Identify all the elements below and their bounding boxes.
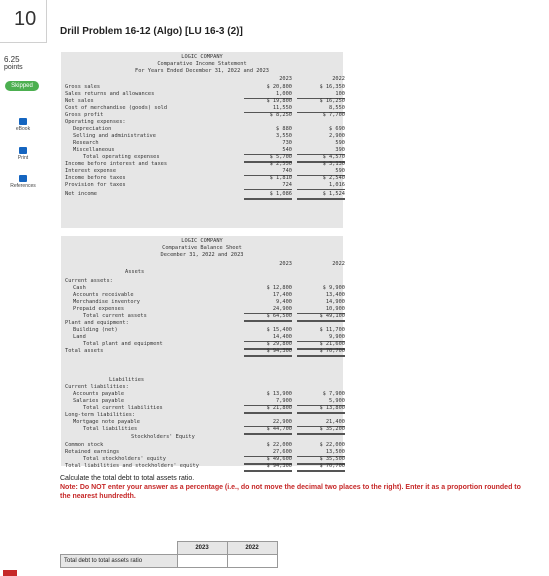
balance-row-label: Retained earnings xyxy=(65,449,120,455)
balance-row-label: Prepaid expenses xyxy=(73,306,125,312)
references-link[interactable] xyxy=(2,175,44,189)
answer-col-2023: 2023 xyxy=(177,542,227,555)
balance-row-value-2023: $ 22,000 xyxy=(266,442,292,448)
balance-row-value-2022: 13,500 xyxy=(297,449,345,457)
balance-period: December 31, 2022 and 2023 xyxy=(160,252,244,258)
balance-row-value-2023: $ 44,700 xyxy=(244,426,292,435)
balance-row-value-2022: $ 49,100 xyxy=(297,313,345,322)
balance-row-value-2023: $ 15,400 xyxy=(266,327,292,333)
income-row-label: Total operating expenses xyxy=(83,154,160,160)
income-row-value-2022: $ 7,700 xyxy=(322,112,345,118)
balance-row-label: Common stock xyxy=(65,442,104,448)
balance-col-2022: 2022 xyxy=(332,261,345,267)
balance-row-label: Mortgage note payable xyxy=(73,419,140,425)
income-row xyxy=(61,140,343,147)
balance-row-value-2023: $ 94,300 xyxy=(244,463,292,472)
balance-row-value-2023: $ 13,900 xyxy=(266,391,292,397)
balance-row-label: Total liabilities and stockholders' equity xyxy=(65,463,199,469)
balance-row-value-2022: $ 21,600 xyxy=(297,341,345,350)
income-row xyxy=(61,147,343,154)
income-row-label: Income before interest and taxes xyxy=(65,161,168,167)
income-row xyxy=(61,175,343,182)
income-row-value-2022: 2,900 xyxy=(329,133,345,139)
income-row-value-2022: $ 16,350 xyxy=(319,84,345,90)
income-row-label: Gross sales xyxy=(65,84,101,90)
balance-row xyxy=(61,398,343,405)
income-row-value-2023: 1,000 xyxy=(244,91,292,99)
income-row xyxy=(61,98,343,105)
income-row xyxy=(61,168,343,175)
balance-row xyxy=(61,341,343,348)
income-row-label: Provision for taxes xyxy=(65,182,126,188)
references-icon xyxy=(19,175,27,182)
balance-row-value-2022: $ 35,200 xyxy=(297,426,345,435)
income-row-value-2023: $ 1,086 xyxy=(244,191,292,200)
balance-row xyxy=(61,377,343,384)
income-row xyxy=(61,154,343,161)
income-row-value-2023: $ 20,800 xyxy=(266,84,292,90)
balance-row-label: Plant and equipment: xyxy=(65,320,129,326)
income-row xyxy=(61,91,343,98)
balance-row-label: Accounts receivable xyxy=(73,292,134,298)
balance-row xyxy=(61,292,343,299)
balance-row-value-2022: $ 70,700 xyxy=(297,463,345,472)
points-label: points xyxy=(4,64,23,71)
balance-row-label: Current assets: xyxy=(65,278,113,284)
balance-row xyxy=(61,449,343,456)
income-statement-title: Comparative Income Statement xyxy=(157,61,247,67)
balance-row xyxy=(61,285,343,292)
balance-row-value-2023: 7,900 xyxy=(244,398,292,406)
balance-row xyxy=(61,384,343,391)
income-row xyxy=(61,112,343,119)
income-row-value-2022: $ 4,570 xyxy=(297,154,345,163)
income-row-value-2023: $ 19,800 xyxy=(266,98,292,104)
balance-row-value-2022: $ 9,900 xyxy=(322,285,345,291)
points-value: 6.25 xyxy=(4,55,20,64)
balance-row-label: Total liabilities xyxy=(83,426,138,432)
balance-row xyxy=(61,313,343,320)
income-row-value-2022: $ 3,130 xyxy=(322,161,345,167)
income-row-value-2022: 390 xyxy=(297,147,345,155)
balance-row-value-2022: 14,900 xyxy=(325,299,345,305)
balance-row xyxy=(61,456,343,463)
balance-row xyxy=(61,405,343,412)
answer-col-2022: 2022 xyxy=(227,542,277,555)
income-col-2022: 2022 xyxy=(332,76,345,82)
income-row-label: Selling and administrative xyxy=(73,133,156,139)
income-company: LOGIC COMPANY xyxy=(181,54,223,60)
balance-row-label: Total current assets xyxy=(83,313,147,319)
balance-row xyxy=(61,391,343,398)
balance-row-value-2022: 9,900 xyxy=(297,334,345,342)
balance-row xyxy=(61,426,343,433)
income-row-value-2022: $ 1,524 xyxy=(297,191,345,200)
status-badge: Skipped xyxy=(5,81,39,91)
income-row-value-2023: 11,550 xyxy=(244,105,292,113)
balance-row-value-2023: 22,900 xyxy=(244,419,292,427)
income-row-value-2023: $ 1,810 xyxy=(269,175,292,181)
balance-row-label: Cash xyxy=(73,285,86,291)
income-row-value-2022: 100 xyxy=(297,91,345,99)
page-title: Drill Problem 16-12 (Algo) [LU 16-3 (2)] xyxy=(60,26,243,37)
income-row-label: Sales returns and allowances xyxy=(65,91,155,97)
balance-row-value-2022: $ 70,700 xyxy=(297,348,345,357)
balance-row-value-2023: $ 29,800 xyxy=(244,341,292,350)
points-info xyxy=(4,56,23,72)
balance-row xyxy=(61,442,343,449)
income-row-label: Gross profit xyxy=(65,112,104,118)
income-row-value-2023: 740 xyxy=(244,168,292,176)
balance-row-value-2023: 27,600 xyxy=(244,449,292,457)
balance-row-value-2022: $ 13,800 xyxy=(297,405,345,414)
balance-row-label: Total stockholders' equity xyxy=(83,456,166,462)
income-row-value-2022: 590 xyxy=(335,140,345,146)
balance-row-label: Land xyxy=(73,334,86,340)
balance-row xyxy=(61,434,343,441)
balance-row xyxy=(61,419,343,426)
print-link[interactable] xyxy=(2,147,44,161)
balance-row-value-2023: 9,400 xyxy=(276,299,292,305)
income-row xyxy=(61,84,343,91)
print-label: Print xyxy=(17,155,29,161)
balance-row-value-2023: $ 12,800 xyxy=(266,285,292,291)
balance-row xyxy=(61,278,343,285)
balance-row-value-2023: $ 49,600 xyxy=(244,456,292,465)
balance-row-value-2023: 14,400 xyxy=(244,334,292,342)
income-row-label: Depreciation xyxy=(73,126,112,132)
ebook-link[interactable] xyxy=(2,118,44,132)
question-number-box xyxy=(0,0,47,43)
ratio-2023-input[interactable] xyxy=(177,554,227,567)
balance-row-label: Stockholders' Equity xyxy=(131,434,195,440)
print-icon xyxy=(19,147,27,154)
balance-row-value-2023: 17,400 xyxy=(272,292,292,298)
balance-row xyxy=(61,463,343,470)
balance-row-value-2022: $ 22,000 xyxy=(319,442,345,448)
balance-row-label: Assets xyxy=(125,269,145,275)
income-row-value-2023: $ 880 xyxy=(276,126,292,132)
balance-row-label: Building (net) xyxy=(73,327,118,333)
income-row xyxy=(61,119,343,126)
income-row xyxy=(61,191,343,198)
balance-row-label: Total plant and equipment xyxy=(83,341,163,347)
income-row-label: Interest expense xyxy=(65,168,117,174)
references-label: References xyxy=(10,183,36,189)
balance-row xyxy=(61,320,343,327)
balance-row-label: Total current liabilities xyxy=(83,405,163,411)
income-row xyxy=(61,126,343,133)
balance-row-label: Current liabilities: xyxy=(65,384,129,390)
income-statement xyxy=(61,52,343,228)
ebook-icon xyxy=(19,118,27,125)
income-row-label: Net income xyxy=(65,191,97,197)
income-row-value-2022: 590 xyxy=(297,168,345,176)
question-number: 10 xyxy=(14,8,37,30)
instruction-text: Calculate the total debt to total assets ratio. xyxy=(60,475,195,482)
balance-row xyxy=(61,306,343,313)
balance-row-label: Accounts payable xyxy=(73,391,125,397)
income-row-label: Income before taxes xyxy=(65,175,126,181)
answer-header-spacer xyxy=(61,542,178,555)
income-period: For Years Ended December 31, 2022 and 2023 xyxy=(135,68,269,74)
balance-row xyxy=(61,269,343,276)
income-row xyxy=(61,105,343,112)
balance-row-value-2023: $ 21,800 xyxy=(244,405,292,414)
balance-row-label: Total assets xyxy=(65,348,104,354)
income-row xyxy=(61,133,343,140)
income-row-value-2023: 3,550 xyxy=(276,133,292,139)
balance-row-value-2023: $ 64,500 xyxy=(244,313,292,322)
ebook-label: eBook xyxy=(15,126,31,132)
ratio-2022-input[interactable] xyxy=(227,554,277,567)
balance-row-label: Liabilities xyxy=(109,377,145,383)
balance-row xyxy=(61,348,343,355)
income-row-label: Cost of merchandise (goods) sold xyxy=(65,105,168,111)
balance-row-label: Salaries payable xyxy=(73,398,125,404)
balance-row-value-2022: $ 7,900 xyxy=(322,391,345,397)
income-row-label: Operating expenses: xyxy=(65,119,126,125)
balance-row xyxy=(61,412,343,419)
income-row-value-2022: $ 16,250 xyxy=(319,98,345,104)
balance-row-value-2023: 24,900 xyxy=(244,306,292,314)
balance-row-label: Merchandise inventory xyxy=(73,299,140,305)
income-row xyxy=(61,182,343,189)
balance-row-value-2022: $ 11,700 xyxy=(319,327,345,333)
income-row-value-2023: $ 2,550 xyxy=(269,161,292,167)
answer-row-label: Total debt to total assets ratio xyxy=(61,554,178,567)
balance-row-value-2022: 5,900 xyxy=(297,398,345,406)
balance-company: LOGIC COMPANY xyxy=(181,238,223,244)
balance-row-label: Long-term liabilities: xyxy=(65,412,136,418)
income-row-label: Research xyxy=(73,140,99,146)
income-row-value-2023: $ 5,700 xyxy=(244,154,292,163)
balance-row-value-2022: 10,900 xyxy=(297,306,345,314)
balance-row xyxy=(61,299,343,306)
income-row-label: Miscellaneous xyxy=(73,147,115,153)
balance-row-value-2022: $ 35,500 xyxy=(297,456,345,465)
balance-sheet xyxy=(61,236,345,469)
income-row-value-2023: 540 xyxy=(244,147,292,155)
income-row-value-2022: 1,016 xyxy=(297,182,345,190)
income-row-value-2023: 730 xyxy=(282,140,292,146)
income-row-value-2023: 724 xyxy=(244,182,292,190)
income-col-2023: 2023 xyxy=(279,76,292,82)
income-row-value-2022: $ 690 xyxy=(329,126,345,132)
answer-table xyxy=(60,541,278,568)
balance-row xyxy=(61,327,343,334)
income-row xyxy=(61,161,343,168)
income-row-value-2022: $ 2,540 xyxy=(322,175,345,181)
balance-row-value-2023: $ 94,300 xyxy=(244,348,292,357)
balance-row-value-2022: 21,400 xyxy=(297,419,345,427)
balance-row xyxy=(61,334,343,341)
income-row-value-2022: 8,550 xyxy=(297,105,345,113)
balance-row-value-2022: 13,400 xyxy=(325,292,345,298)
note-text: Note: Do NOT enter your answer as a percentage (i.e., do not move the decimal two places to the right). Enter it as a proportion rounded to the nearest hundredth. xyxy=(60,484,521,500)
income-row-value-2023: $ 8,250 xyxy=(269,112,292,118)
flag-marker xyxy=(3,570,17,576)
balance-col-2023: 2023 xyxy=(279,261,292,267)
income-row-label: Net sales xyxy=(65,98,94,104)
balance-statement-title: Comparative Balance Sheet xyxy=(162,245,242,251)
